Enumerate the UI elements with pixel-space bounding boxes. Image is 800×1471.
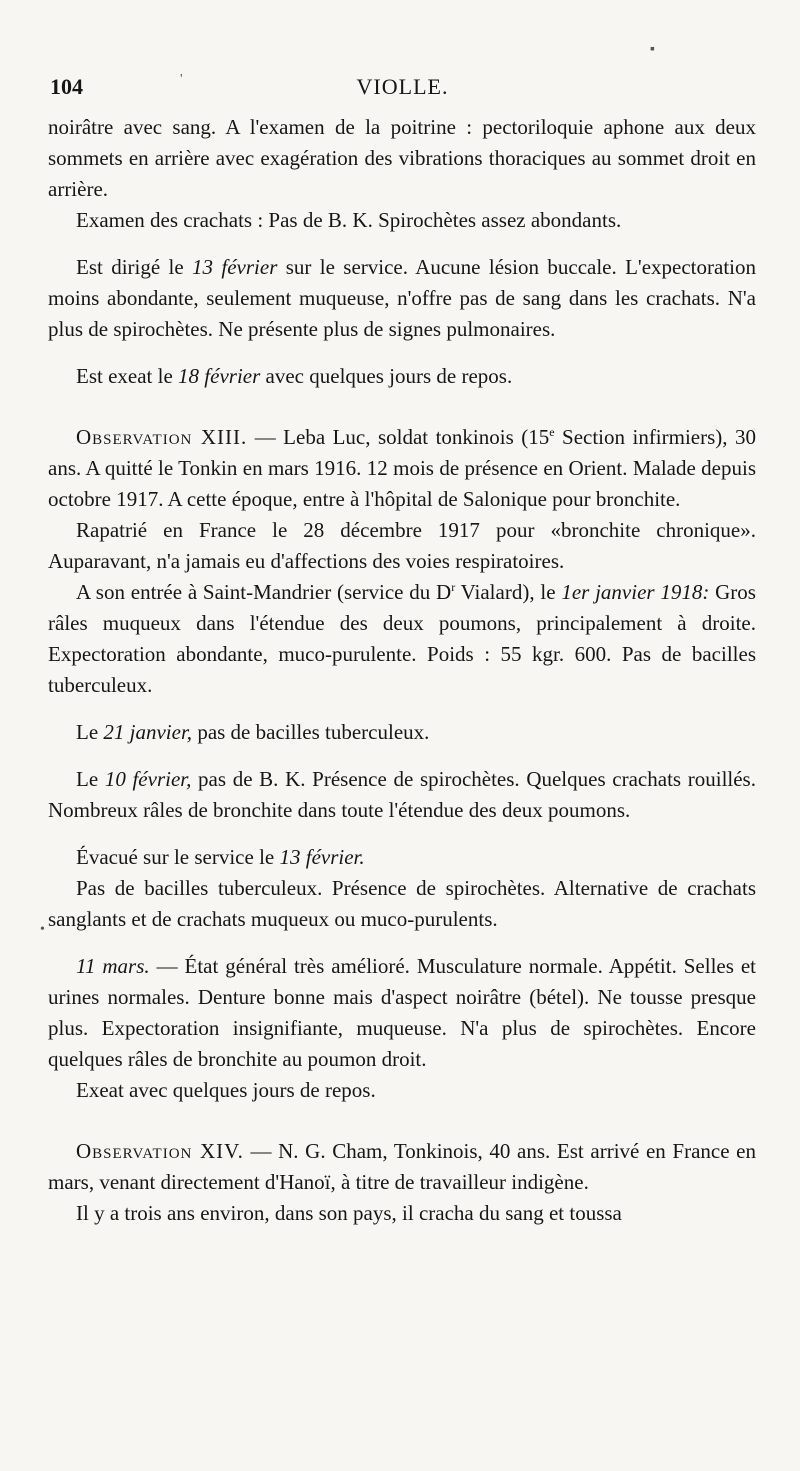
text: avec quelques jours de repos. <box>260 364 513 388</box>
paragraph-admission <box>48 577 756 701</box>
paragraph-sputum-exam: Examen des crachats : Pas de B. K. Spirochètes assez abondants. <box>76 208 622 232</box>
scan-speck: • <box>40 922 45 937</box>
superscript: e <box>549 425 555 439</box>
observation-xiii <box>48 422 756 515</box>
text: Le <box>76 767 105 791</box>
text: sur le service. Aucune lésion buccale. L'expectoration moins abondante, seulement muqueuse, n'offre pas de sang dans les crachats. N'a plus de spirochètes. Ne présente plus de signes pulmonaires. <box>48 255 756 341</box>
text: Est dirigé le <box>76 255 193 279</box>
paragraph-discharge <box>48 361 756 392</box>
text: Le <box>76 720 104 744</box>
observation-label: Observation XIV. <box>76 1139 244 1163</box>
scan-speck: ' <box>180 72 183 87</box>
text: Section infirmiers), 30 ans. A quitté le Tonkin en mars 1916. 12 mois de présence en Orient. Malade depuis octobre 1917. A cette époque, entre à l'hôpital de Salonique pour bronchite. <box>48 425 757 511</box>
paragraph-repatriation: Rapatrié en France le 28 décembre 1917 pour «bronchite chronique». Auparavant, n'a jamais eu d'affections des voies respiratoires. <box>48 518 756 573</box>
paragraph-jan-21 <box>48 717 756 748</box>
text: Gros râles muqueux dans l'étendue des deux poumons, principalement à droite. Expectoration abondante, muco-purulente. Poids : 55 kgr. 600. Pas de bacilles tuberculeux. <box>48 580 756 697</box>
text: — N. G. Cham, Tonkinois, 40 ans. Est arrivé en France en mars, venant directement d'Hanoï, à titre de travailleur indigène. <box>48 1139 756 1194</box>
paragraph-march-11 <box>48 951 756 1075</box>
text: — Leba Luc, soldat tonkinois (15 <box>247 425 550 449</box>
paragraph-continuation: noirâtre avec sang. A l'examen de la poitrine : pectoriloquie aphone aux deux sommets en arrière avec exagération des vibrations thoraciques au sommet droit en arrière. <box>48 115 756 201</box>
running-header <box>50 70 755 106</box>
paragraph-evacuation <box>48 842 756 873</box>
running-title: VIOLLE. <box>356 74 449 99</box>
paragraph-findings: Pas de bacilles tuberculeux. Présence de spirochètes. Alternative de crachats sanglants et de crachats muqueux ou muco-purulents. <box>48 876 756 931</box>
text: A son entrée à Saint-Mandrier (service du D <box>76 580 452 604</box>
text: pas de B. K. Présence de spirochètes. Quelques crachats rouillés. Nombreux râles de bronchite dans toute l'étendue des deux poumons. <box>48 767 756 822</box>
scan-speck: ▪ <box>650 42 655 57</box>
paragraph-history: Il y a trois ans environ, dans son pays, il cracha du sang et toussa <box>76 1201 622 1225</box>
page-body <box>48 112 756 1229</box>
paragraph-feb-10 <box>48 764 756 826</box>
date: 13 février <box>192 255 278 279</box>
page-number: 104 <box>50 74 83 99</box>
date: 1er janvier 1918: <box>561 580 710 604</box>
superscript: r <box>451 580 456 594</box>
paragraph-exeat: Exeat avec quelques jours de repos. <box>76 1078 376 1102</box>
text: Évacué sur le service le <box>76 845 280 869</box>
text: pas de bacilles tuberculeux. <box>192 720 430 744</box>
date: 10 février, <box>104 767 192 791</box>
observation-label: Observation XIII. <box>76 425 248 449</box>
text: Vialard), le <box>455 580 562 604</box>
date: 11 mars. <box>76 954 150 978</box>
date: 21 janvier, <box>103 720 193 744</box>
text: Est exeat le <box>76 364 179 388</box>
text: — État général très amélioré. Musculature normale. Appétit. Selles et urines normales. Denture bonne mais d'aspect noirâtre (bétel). Ne tousse presque plus. Expectoration insignifiante, muqueuse. N'a plus de spirochètes. Encore quelques râles de bronchite au poumon droit. <box>48 954 757 1071</box>
date: 18 février <box>178 364 261 388</box>
paragraph-referral <box>48 252 756 345</box>
observation-xiv <box>48 1136 756 1198</box>
date: 13 février. <box>279 845 365 869</box>
